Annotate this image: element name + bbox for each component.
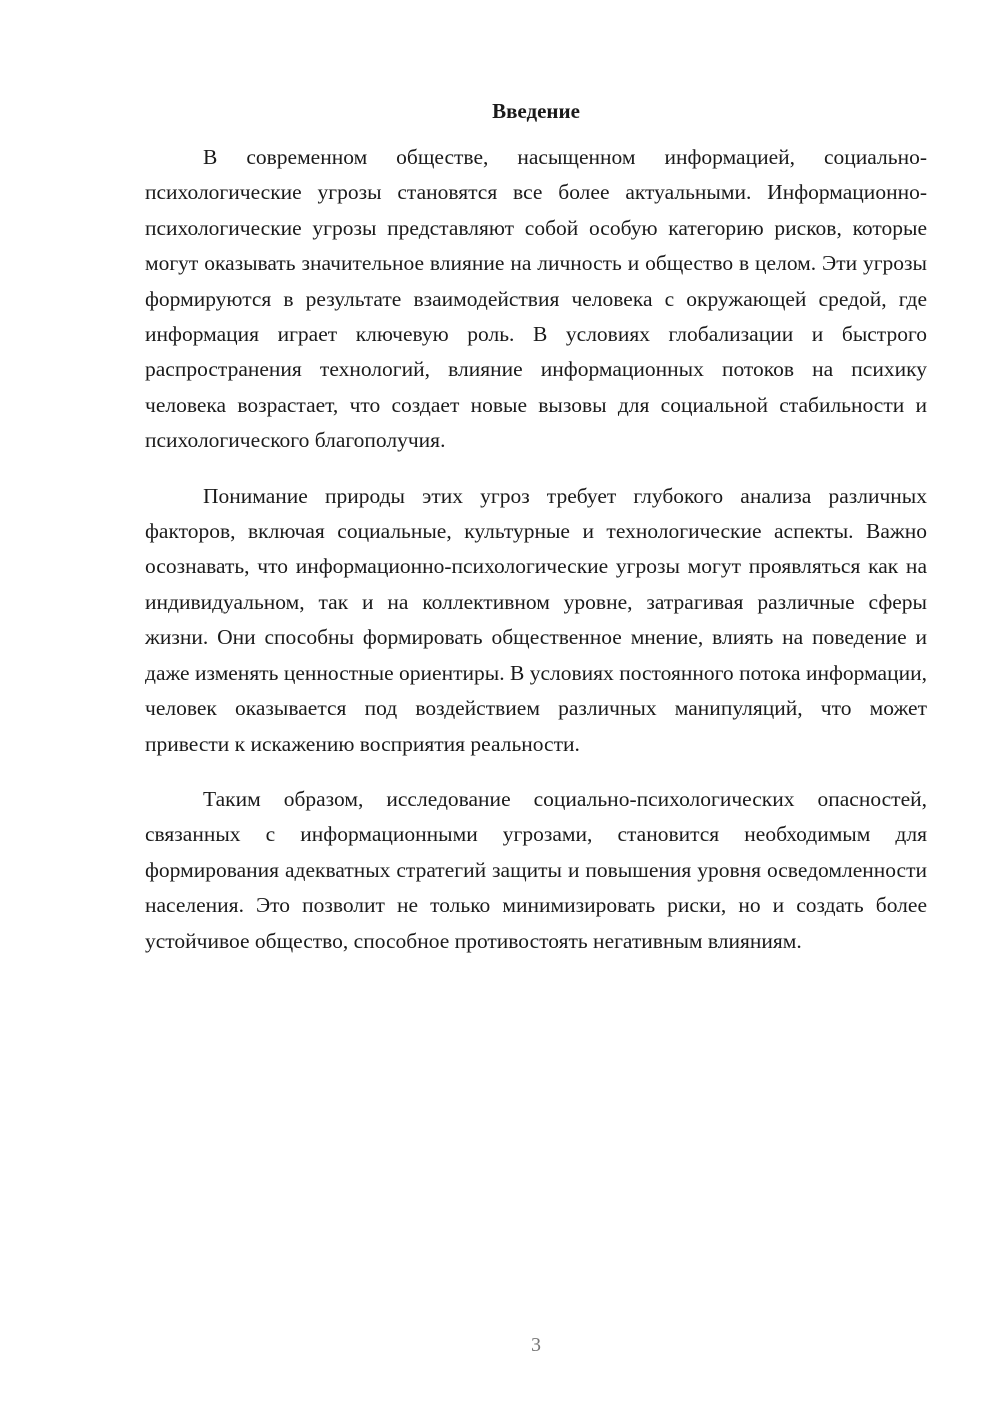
section-heading: Введение (492, 99, 580, 123)
paragraph-2: Понимание природы этих угроз требует глубокого анализа различных факторов, включая социальные, культурные и технологические аспекты. Важно осознавать, что информационно-психологические угрозы могут проявляться как на индивидуальном, так и на коллективном уровне, затрагивая различные сферы жизни. Они способны формировать общественное мнение, влиять на поведение и даже изменять ценностные ориентиры. В условиях постоянного потока информации, человек оказывается под воздействием различных манипуляций, что может привести к искажению восприятия реальности. (145, 483, 927, 756)
paragraph-3: Таким образом, исследование социально-психологических опасностей, связанных с информационными угрозами, становится необходимым для формирования адекватных стратегий защиты и повышения уровня осведомленности населения. Это позволит не только минимизировать риски, но и создать более устойчивое общество, способное противостоять негативным влияниям. (145, 786, 927, 953)
page-number: 3 (531, 1334, 541, 1356)
page-content (145, 98, 927, 979)
paragraph-1: В современном обществе, насыщенном информацией, социально-психологические угрозы становятся все более актуальными. Информационно-психологические угрозы представляют собой особую категорию рисков, которые могут оказывать значительное влияние на личность и общество в целом. Эти угрозы формируются в результате взаимодействия человека с окружающей средой, где информация играет ключевую роль. В условиях глобализации и быстрого распространения технологий, влияние информационных потоков на психику человека возрастает, что создает новые вызовы для социальной стабильности и психологического благополучия. (145, 145, 927, 453)
